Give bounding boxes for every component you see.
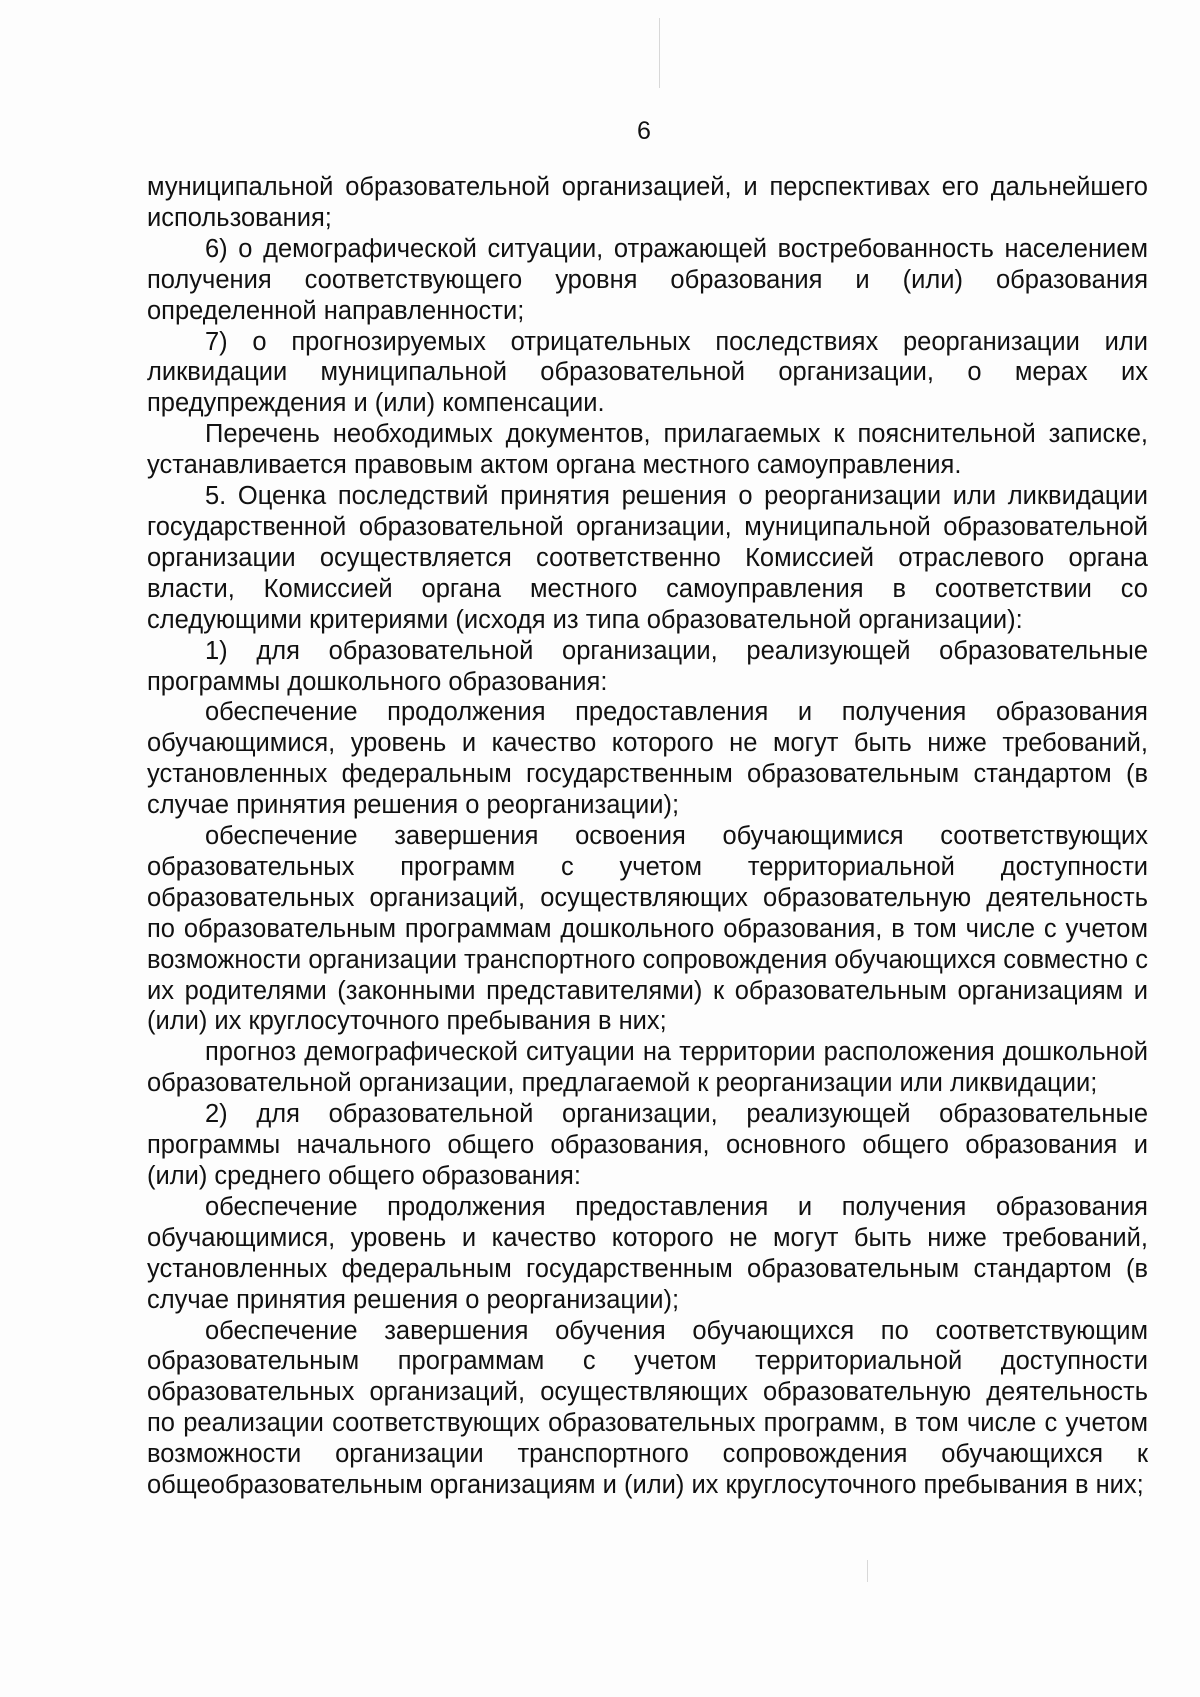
paragraph: обеспечение продолжения предоставления и получения образования обучающимися, уровень и качество которого не могут быть ниже требований, установленных федеральным государственным образовательным стандартом (в случае принятия решения о реорганизации); <box>147 1192 1148 1314</box>
paragraph: 7) о прогнозируемых отрицательных последствиях реорганизации или ликвидации муниципальной образовательной организации, о мерах их предупреждения и (или) компенсации. <box>147 327 1148 418</box>
paragraph: обеспечение завершения освоения обучающимися соответствующих образовательных программ с учетом территориальной доступности образовательных организаций, осуществляющих образовательную деятельность по образовательным программам дошкольного образования, в том числе с учетом возможности организации транспортного сопровождения обучающихся совместно с их родителями (законными представителями) к образовательным организациям и (или) их круглосуточного пребывания в них; <box>147 822 1148 1036</box>
paragraph: обеспечение продолжения предоставления и получения образования обучающимися, уровень и качество которого не могут быть ниже требований, установленных федеральным государственным образовательным стандартом (в случае принятия решения о реорганизации); <box>147 698 1148 820</box>
paragraph: 2) для образовательной организации, реализующей образовательные программы начального общего образования, основного общего образования и (или) среднего общего образования: <box>147 1100 1148 1190</box>
paragraph: 1) для образовательной организации, реализующей образовательные программы дошкольного образования: <box>147 636 1148 696</box>
scan-artifact-line <box>659 18 660 88</box>
paragraph: муниципальной образовательной организацией, и перспективах его дальнейшего использования; <box>147 173 1148 232</box>
paragraph: прогноз демографической ситуации на территории расположения дошкольной образовательной организации, предлагаемой к реорганизации или ликвидации; <box>147 1038 1148 1098</box>
document-body <box>147 172 1148 1501</box>
paragraph: Перечень необходимых документов, прилагаемых к пояснительной записке, устанавливается правовым актом органа местного самоуправления. <box>147 420 1148 480</box>
page-number: 6 <box>637 117 651 145</box>
scan-artifact-line <box>867 1560 868 1582</box>
paragraph: обеспечение завершения обучения обучающихся по соответствующим образовательным программам с учетом территориальной доступности образовательных организаций, осуществляющих образовательную деятельность по реализации соответствующих образовательных программ, в том числе с учетом возможности организации транспортного сопровождения обучающихся к общеобразовательным организациям и (или) их круглосуточного пребывания в них; <box>147 1316 1148 1500</box>
paragraph: 6) о демографической ситуации, отражающей востребованность населением получения соответствующего уровня образования и (или) образования определенной направленности; <box>147 234 1148 325</box>
paragraph: 5. Оценка последствий принятия решения о реорганизации или ликвидации государственной образовательной организации, муниципальной образовательной организации осуществляется соответственно Комиссией отраслевого органа власти, Комиссией органа местного самоуправления в соответствии со следующими критериями (исходя из типа образовательной организации): <box>147 482 1148 634</box>
